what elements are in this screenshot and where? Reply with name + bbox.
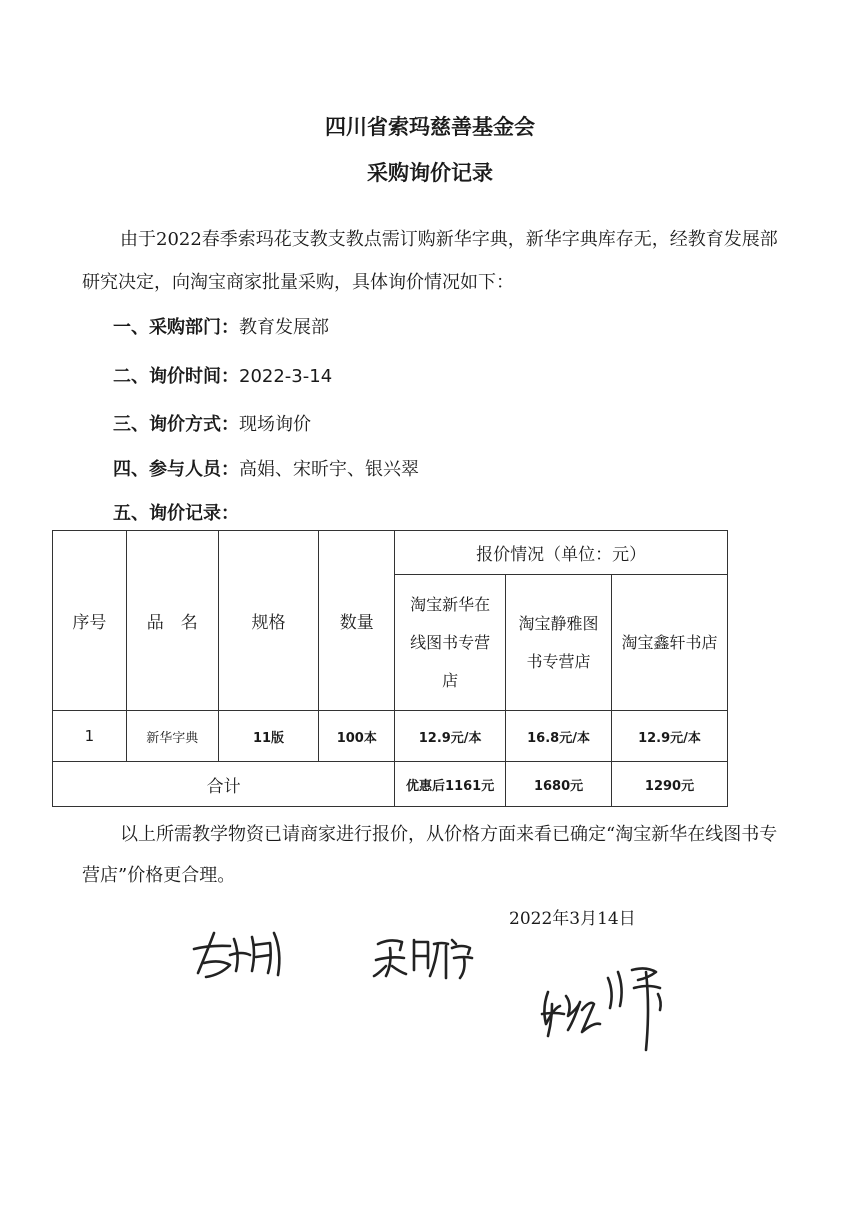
vendor-1-label: 淘宝新华在线图书专营店 [410,594,491,690]
org-title: 四川省索玛慈善基金会 [325,115,535,139]
cell-price-3: 12.9元/本 [612,711,728,762]
header-qty: 数量 [319,531,395,711]
item-department [113,313,329,339]
total-1: 优惠后1161元 [395,762,506,807]
table-row [53,711,728,762]
quote-table [52,530,728,807]
header-quote: 报价情况（单位：元） [395,531,728,575]
item-participants [113,455,419,481]
item-label: 五、询价记录： [113,503,239,524]
header-seq: 序号 [53,531,127,711]
cell-name: 新华字典 [126,711,218,762]
header-vendor-2 [506,575,612,711]
header-spec: 规格 [218,531,319,711]
signature-1 [190,925,290,983]
total-2: 1680元 [506,762,612,807]
signature-3 [538,948,668,1058]
item-records [113,499,239,525]
conclusion-paragraph: 以上所需教学物资已请商家进行报价，从价格方面来看已确定“淘宝新华在线图书专营店”价格更合理。 [82,824,778,886]
item-value: 现场询价 [239,414,311,435]
item-value: 教育发展部 [239,317,329,338]
header-vendor-1 [395,575,506,711]
header-vendor-3 [612,575,728,711]
intro-paragraph: 由于2022春季索玛花支教支教点需订购新华字典，新华字典库存无，经教育发展部研究决定，向淘宝商家批量采购，具体询价情况如下： [82,229,778,293]
item-label: 三、询价方式： [113,414,239,435]
item-value: 高娟、宋昕宇、银兴翠 [239,459,419,480]
item-label: 一、采购部门： [113,317,239,338]
cell-price-1: 12.9元/本 [395,711,506,762]
vendor-3-label: 淘宝鑫轩书店 [621,632,718,652]
total-3: 1290元 [612,762,728,807]
total-row [53,762,728,807]
item-label: 四、参与人员： [113,459,239,480]
item-label: 二、询价时间： [113,366,239,387]
cell-qty: 100本 [319,711,395,762]
doc-title: 采购询价记录 [367,161,493,185]
signature-2 [372,930,476,982]
header-name: 品 名 [126,531,218,711]
item-method [113,410,311,436]
cell-spec: 11版 [218,711,319,762]
total-label: 合计 [53,762,395,807]
cell-seq: 1 [53,711,127,762]
item-value: 2022-3-14 [239,366,333,387]
cell-price-2: 16.8元/本 [506,711,612,762]
item-time [113,362,332,388]
document-date: 2022年3月14日 [509,909,636,929]
vendor-2-label: 淘宝静雅图书专营店 [518,613,599,671]
